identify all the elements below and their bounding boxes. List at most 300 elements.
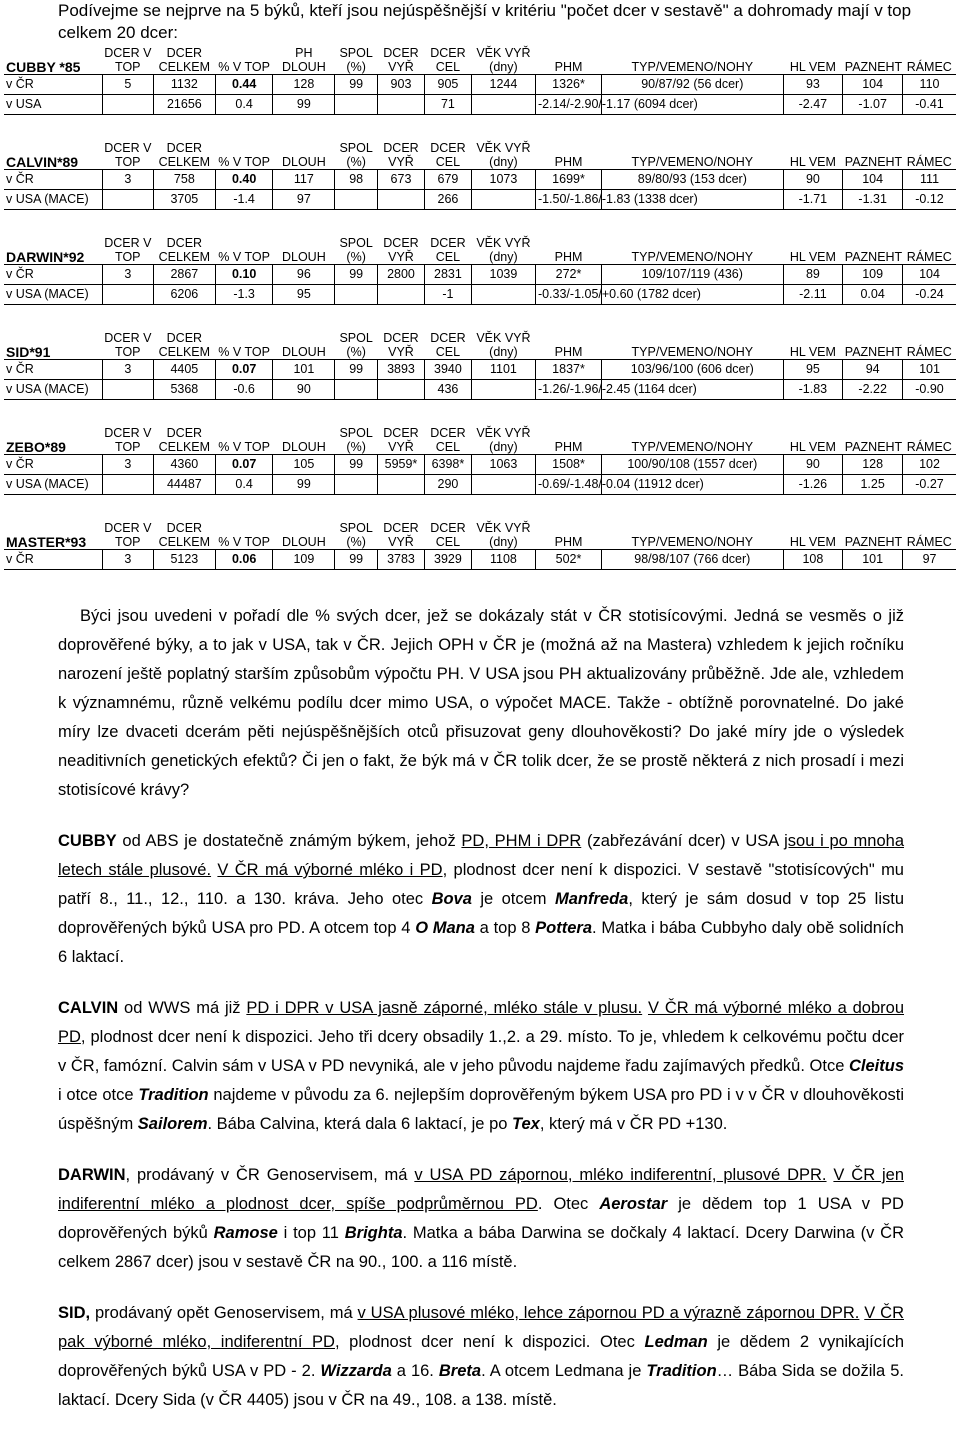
paragraph-cubby bbox=[58, 827, 904, 972]
table-cell: 97 bbox=[273, 190, 335, 210]
column-header: DCER CEL bbox=[430, 46, 466, 74]
table-cell: 502* bbox=[535, 550, 601, 570]
bull-table bbox=[4, 46, 956, 115]
text-span: je dědem 2 vynikajících doprověřených býků USA v PD - 2. bbox=[58, 1333, 904, 1380]
text-span: , který je sám dosud v top 25 listu doprověřených býků USA pro PD. A otcem top 4 bbox=[58, 890, 904, 937]
text-span: V ČR jen indiferentní mléko a plodnost dcer, spíše podprůměrnou PD bbox=[58, 1166, 904, 1213]
text-span: je otcem bbox=[471, 890, 555, 908]
bull-name-sid: SID, bbox=[58, 1304, 91, 1322]
text-span: v USA PD zápornou, mléko indiferentní, plusové DPR. bbox=[414, 1166, 827, 1184]
column-header: % V TOP bbox=[218, 535, 270, 549]
table-cell: 2867 bbox=[153, 265, 215, 285]
row-label: v USA (MACE) bbox=[4, 190, 102, 210]
column-header: PAZNEHT bbox=[844, 250, 903, 264]
column-header bbox=[273, 46, 335, 75]
table-cell: 71 bbox=[424, 95, 471, 115]
table-cell: 1063 bbox=[471, 455, 535, 475]
table-cell: 102 bbox=[903, 455, 956, 475]
table-cell: 109/107/119 (436) bbox=[602, 265, 783, 285]
bull-ref: Ramose bbox=[213, 1224, 278, 1242]
table-cell: 2800 bbox=[378, 265, 425, 285]
table-row bbox=[4, 475, 956, 495]
column-header: DCER CELKEM bbox=[158, 521, 211, 549]
table-cell: 673 bbox=[378, 170, 425, 190]
table-cell: 290 bbox=[424, 475, 471, 495]
pct-value: 0.07 bbox=[231, 362, 257, 376]
column-header: HL VEM bbox=[789, 250, 836, 264]
table-row bbox=[4, 285, 956, 305]
column-header: HL VEM bbox=[789, 60, 836, 74]
column-header: VĚK VYŘ (dny) bbox=[476, 331, 531, 359]
table-cell: 436 bbox=[424, 380, 471, 400]
column-header: SPOL (%) bbox=[339, 236, 373, 264]
column-header: HL VEM bbox=[789, 155, 836, 169]
column-header: RÁMEC bbox=[906, 535, 952, 549]
text-span: je dědem top 1 USA v PD doprověřených býků bbox=[58, 1195, 904, 1242]
table-row bbox=[4, 455, 956, 475]
table-cell: 101 bbox=[903, 360, 956, 380]
table-cell: -1.3 bbox=[215, 285, 273, 305]
table-cell: 100/90/108 (1557 dcer) bbox=[602, 455, 783, 475]
table-cell bbox=[102, 475, 153, 495]
column-header: DCER VYŘ bbox=[383, 521, 419, 549]
column-header: PHM bbox=[554, 250, 583, 264]
table-cell: 97 bbox=[903, 550, 956, 570]
table-cell bbox=[102, 285, 153, 305]
table-cell bbox=[102, 190, 153, 210]
table-cell bbox=[102, 95, 153, 115]
table-cell: 0.4 bbox=[215, 95, 273, 115]
table-cell: 3 bbox=[102, 360, 153, 380]
paragraph-darwin bbox=[58, 1161, 904, 1277]
column-header-prefix: PH bbox=[295, 46, 313, 60]
bull-name-calvin: CALVIN bbox=[58, 999, 119, 1017]
paragraph-summary: Býci jsou uvedeni v pořadí dle % svých dcer, jež se dokázaly stát v ČR stotisícovými. Jedná se vesměs o již doprověřené býky, a to jak v USA, tak v ČR. Jejich OPH v ČR je (možná až na Mastera) vzhledem k jejich ročníku narození ještě poplatný starším způsobům výpočtu PH. V USA jsou PH aktualizovány průběžně. Jde ale, vzhledem k významnému, různě velkému podílu dcer mimo USA, o výpočet MACE. Takže - obtížně porovnatelné. Do jaké míry lze dvaceti dcerám pěti nejúspěšnějších otců přisuzovat geny dlouhověkosti? Do jaké míry jde o výsledek neaditivních genetických efektů? Či jen o fakt, že býk má v ČR tolik dcer, že se prostě některá z nich prosadí i mezi stotisícové krávy? bbox=[58, 607, 904, 799]
column-header: DCER CELKEM bbox=[158, 141, 211, 169]
column-header: DCER CEL bbox=[430, 331, 466, 359]
bull-table bbox=[4, 426, 956, 495]
table-cell: 99 bbox=[335, 265, 378, 285]
table-cell: -1.83 bbox=[783, 380, 843, 400]
text-span: . Matka a bába Darwina se dočkaly 4 laktací. Dcery Darwina (v ČR celkem 2867 dcer) jsou v sestavě ČR na 90., 100. a 116 místě. bbox=[58, 1224, 904, 1271]
table-cell: 90/87/92 (56 dcer) bbox=[602, 75, 783, 95]
column-header: TYP/VEMENO/NOHY bbox=[631, 155, 754, 169]
column-header: DCER CEL bbox=[430, 426, 466, 454]
table-cell: 3 bbox=[102, 550, 153, 570]
text-span: , prodávaný v ČR Genoservisem, má bbox=[125, 1166, 415, 1184]
column-header: DCER V TOP bbox=[104, 521, 152, 549]
table-cell: -1.07 bbox=[843, 95, 903, 115]
column-header: DCER VYŘ bbox=[383, 426, 419, 454]
table-cell bbox=[471, 285, 535, 305]
column-header: TYP/VEMENO/NOHY bbox=[631, 60, 754, 74]
table-cell: 90 bbox=[273, 380, 335, 400]
bull-name: CALVIN*89 bbox=[6, 154, 79, 170]
table-cell: 44487 bbox=[153, 475, 215, 495]
column-header: % V TOP bbox=[218, 60, 270, 74]
bull-name-darwin: DARWIN bbox=[58, 1166, 126, 1184]
table-cell: -1.50/-1.86/-1.83 (1338 dcer) bbox=[535, 190, 601, 210]
table-cell: 272* bbox=[535, 265, 601, 285]
column-header: PHM bbox=[554, 155, 583, 169]
table-cell: 3705 bbox=[153, 190, 215, 210]
text-span: najdeme v původu za 6. nejlepším doprověřeným býkem USA pro PD i v v ČR v dlouhověkosti úspěšným bbox=[58, 1086, 904, 1133]
table-cell bbox=[215, 550, 273, 570]
table-cell: 1108 bbox=[471, 550, 535, 570]
text-span: plodnost dcer není k dispozici. Otec bbox=[339, 1333, 645, 1351]
text-span: od ABS je dostatečně známým býkem, jehož bbox=[116, 832, 462, 850]
column-header: DLOUH bbox=[281, 440, 326, 454]
bull-ref: Tex bbox=[512, 1115, 540, 1133]
table-cell: 905 bbox=[424, 75, 471, 95]
row-label: v USA bbox=[4, 95, 102, 115]
text-span: . A otcem Ledmana je bbox=[481, 1362, 647, 1380]
text-span: (zabřezávání dcer) v USA bbox=[581, 832, 785, 850]
table-cell bbox=[378, 190, 425, 210]
column-header: PAZNEHT bbox=[844, 155, 903, 169]
paragraph-calvin bbox=[58, 994, 904, 1139]
column-header: DCER V TOP bbox=[104, 331, 152, 359]
bull-ref: Tradition bbox=[646, 1362, 717, 1380]
table-cell: 104 bbox=[843, 170, 903, 190]
table-cell bbox=[215, 170, 273, 190]
row-label: v USA (MACE) bbox=[4, 475, 102, 495]
column-header: RÁMEC bbox=[906, 440, 952, 454]
table-cell: 99 bbox=[335, 75, 378, 95]
table-cell: -1.31 bbox=[843, 190, 903, 210]
table-cell: 89/80/93 (153 dcer) bbox=[602, 170, 783, 190]
table-cell bbox=[335, 285, 378, 305]
table-cell: 99 bbox=[335, 550, 378, 570]
table-cell: 1039 bbox=[471, 265, 535, 285]
table-cell: 103/96/100 (606 dcer) bbox=[602, 360, 783, 380]
bull-name: DARWIN*92 bbox=[6, 249, 85, 265]
bull-ref: Bova bbox=[431, 890, 472, 908]
table-row bbox=[4, 360, 956, 380]
table-cell bbox=[215, 75, 273, 95]
table-cell bbox=[215, 265, 273, 285]
table-cell: 117 bbox=[273, 170, 335, 190]
table-cell: 99 bbox=[273, 95, 335, 115]
table-cell: -1.26 bbox=[783, 475, 843, 495]
text-span: prodávaný opět Genoservisem, má bbox=[90, 1304, 358, 1322]
table-cell: -0.90 bbox=[903, 380, 956, 400]
commentary bbox=[58, 602, 904, 1437]
column-header: DCER V TOP bbox=[104, 426, 152, 454]
pct-value: 0.40 bbox=[231, 172, 257, 186]
bull-ref: Brighta bbox=[344, 1224, 403, 1242]
text-span: PD, PHM i DPR bbox=[461, 832, 582, 850]
intro-text: Podívejme se nejprve na 5 býků, kteří jsou nejúspěšnější v kritériu "počet dcer v sestavě" a dohromady mají v top celkem 20 dcer: bbox=[58, 1, 912, 42]
text-span: . Bába Calvina, která dala 6 laktací, je po bbox=[207, 1115, 513, 1133]
table-cell bbox=[378, 95, 425, 115]
table-cell: -0.6 bbox=[215, 380, 273, 400]
table-cell: 99 bbox=[335, 455, 378, 475]
table-cell: 1101 bbox=[471, 360, 535, 380]
table-cell: 95 bbox=[273, 285, 335, 305]
column-header: SPOL (%) bbox=[339, 521, 373, 549]
table-cell: 109 bbox=[843, 265, 903, 285]
table-cell: 1244 bbox=[471, 75, 535, 95]
column-header: RÁMEC bbox=[906, 250, 952, 264]
bull-table bbox=[4, 236, 956, 305]
pct-value: 0.44 bbox=[231, 77, 257, 91]
column-header: DCER V TOP bbox=[104, 236, 152, 264]
table-row bbox=[4, 170, 956, 190]
table-cell: 3783 bbox=[378, 550, 425, 570]
table-cell: 128 bbox=[843, 455, 903, 475]
table-cell: 98 bbox=[335, 170, 378, 190]
column-header: DCER V TOP bbox=[104, 141, 152, 169]
row-label: v ČR bbox=[4, 75, 102, 95]
column-header: DCER VYŘ bbox=[383, 331, 419, 359]
table-cell: 1132 bbox=[153, 75, 215, 95]
table-cell: -0.27 bbox=[903, 475, 956, 495]
table-cell: 89 bbox=[783, 265, 843, 285]
table-cell: 3929 bbox=[424, 550, 471, 570]
table-cell: 5123 bbox=[153, 550, 215, 570]
table-cell: 266 bbox=[424, 190, 471, 210]
table-row bbox=[4, 190, 956, 210]
bull-table bbox=[4, 331, 956, 400]
table-row bbox=[4, 75, 956, 95]
text-span: PD i DPR v USA jasně záporné, mléko stále v plusu. bbox=[246, 999, 643, 1017]
table-cell: 1699* bbox=[535, 170, 601, 190]
table-cell: -0.33/-1.05/+0.60 (1782 dcer) bbox=[535, 285, 601, 305]
table-cell: -1.26/-1.96/-2.45 (1164 dcer) bbox=[535, 380, 601, 400]
column-header: PHM bbox=[554, 60, 583, 74]
paragraph-sid bbox=[58, 1299, 904, 1415]
column-header: HL VEM bbox=[789, 535, 836, 549]
table-cell: 758 bbox=[153, 170, 215, 190]
column-header: PAZNEHT bbox=[844, 60, 903, 74]
bull-ref: Manfreda bbox=[555, 890, 629, 908]
column-header: PHM bbox=[554, 440, 583, 454]
column-header: TYP/VEMENO/NOHY bbox=[631, 345, 754, 359]
table-cell: 90 bbox=[783, 170, 843, 190]
table-cell: -1.71 bbox=[783, 190, 843, 210]
column-header: DCER CEL bbox=[430, 236, 466, 264]
table-cell: 96 bbox=[273, 265, 335, 285]
text-span: a top 8 bbox=[474, 919, 536, 937]
column-header: SPOL (%) bbox=[339, 426, 373, 454]
table-cell: -2.22 bbox=[843, 380, 903, 400]
table-cell: 0.04 bbox=[843, 285, 903, 305]
column-header: % V TOP bbox=[218, 250, 270, 264]
column-header: VĚK VYŘ (dny) bbox=[476, 46, 531, 74]
table-cell: 90 bbox=[783, 455, 843, 475]
table-cell: -1 bbox=[424, 285, 471, 305]
bull-table bbox=[4, 521, 956, 570]
text-span: i otce otce bbox=[58, 1086, 139, 1104]
table-cell: 6206 bbox=[153, 285, 215, 305]
column-header: VĚK VYŘ (dny) bbox=[476, 141, 531, 169]
table-cell: -2.14/-2.90/-1.17 (6094 dcer) bbox=[535, 95, 601, 115]
table-cell: 1.25 bbox=[843, 475, 903, 495]
table-cell bbox=[335, 475, 378, 495]
bull-ref: O Mana bbox=[415, 919, 475, 937]
table-cell: 4360 bbox=[153, 455, 215, 475]
text-span: , který má v ČR PD +130. bbox=[539, 1115, 728, 1133]
column-header: SPOL (%) bbox=[339, 141, 373, 169]
bull-name: ZEBO*89 bbox=[6, 439, 66, 455]
table-row bbox=[4, 95, 956, 115]
column-header: DLOUH bbox=[281, 535, 326, 549]
table-cell: -0.24 bbox=[903, 285, 956, 305]
table-cell: -2.47 bbox=[783, 95, 843, 115]
table-cell: 903 bbox=[378, 75, 425, 95]
text-span: . Matka i bába Cubbyho daly obě solidních 6 laktací. bbox=[58, 919, 904, 966]
table-cell: 104 bbox=[903, 265, 956, 285]
table-cell bbox=[378, 285, 425, 305]
column-header: PAZNEHT bbox=[844, 345, 903, 359]
text-span: , plodnost dcer není k dispozici. V sestavě "stotisícových" mu patří 8., 11., 12., 110. a 130. kráva. Jeho otec bbox=[58, 861, 904, 908]
row-label: v ČR bbox=[4, 265, 102, 285]
column-header: DCER CEL bbox=[430, 141, 466, 169]
column-header: DCER CELKEM bbox=[158, 236, 211, 264]
bull-name-cubby: CUBBY bbox=[58, 832, 117, 850]
text-span: i top 11 bbox=[277, 1224, 345, 1242]
text-span: … Bába Sida se dožila 5. laktací. Dcery Sida (v ČR 4405) jsou v ČR na 49., 108. a 138. místě. bbox=[58, 1362, 904, 1409]
table-cell bbox=[471, 475, 535, 495]
table-cell: 105 bbox=[273, 455, 335, 475]
column-header: PAZNEHT bbox=[844, 535, 903, 549]
column-header: DCER CELKEM bbox=[158, 426, 211, 454]
row-label: v ČR bbox=[4, 455, 102, 475]
text-span: v USA plusové mléko, lehce zápornou PD a výrazně zápornou DPR. bbox=[357, 1304, 860, 1322]
column-header: TYP/VEMENO/NOHY bbox=[631, 440, 754, 454]
pct-value: 0.07 bbox=[231, 457, 257, 471]
table-cell: 109 bbox=[273, 550, 335, 570]
text-span: a 16. bbox=[391, 1362, 439, 1380]
table-row bbox=[4, 550, 956, 570]
table-cell: -1.4 bbox=[215, 190, 273, 210]
table-cell: 2831 bbox=[424, 265, 471, 285]
column-header: DLOUH bbox=[281, 250, 326, 264]
table-cell bbox=[471, 190, 535, 210]
table-cell: -2.11 bbox=[783, 285, 843, 305]
table-cell: 111 bbox=[903, 170, 956, 190]
bull-ref: Sailorem bbox=[137, 1115, 208, 1133]
column-header: DLOUH bbox=[281, 155, 326, 169]
column-header: HL VEM bbox=[789, 345, 836, 359]
table-cell: 3 bbox=[102, 265, 153, 285]
column-header: % V TOP bbox=[218, 440, 270, 454]
row-label: v USA (MACE) bbox=[4, 380, 102, 400]
column-header: VĚK VYŘ (dny) bbox=[476, 426, 531, 454]
column-header: RÁMEC bbox=[906, 60, 952, 74]
column-header: DLOUH bbox=[281, 345, 326, 359]
text-span: od WWS má již bbox=[118, 999, 247, 1017]
text-span: V ČR pak výborné mléko, indiferentní PD, bbox=[58, 1304, 904, 1351]
text-span: jsou i po mnoha letech stále plusové. bbox=[58, 832, 905, 879]
bull-ref: Tradition bbox=[138, 1086, 209, 1104]
table-cell bbox=[471, 380, 535, 400]
column-header: % V TOP bbox=[218, 345, 270, 359]
column-header: VĚK VYŘ (dny) bbox=[476, 521, 531, 549]
column-header: PHM bbox=[554, 345, 583, 359]
table-cell: 94 bbox=[843, 360, 903, 380]
table-cell: -0.69/-1.48/-0.04 (11912 dcer) bbox=[535, 475, 601, 495]
bull-table bbox=[4, 141, 956, 210]
table-cell: 108 bbox=[783, 550, 843, 570]
table-cell: 5 bbox=[102, 75, 153, 95]
column-header: DCER V TOP bbox=[104, 46, 152, 74]
table-cell: 99 bbox=[335, 360, 378, 380]
table-cell: 3940 bbox=[424, 360, 471, 380]
column-header: SPOL (%) bbox=[339, 46, 373, 74]
table-cell: 93 bbox=[783, 75, 843, 95]
column-header: RÁMEC bbox=[906, 345, 952, 359]
column-header: DCER CELKEM bbox=[158, 46, 211, 74]
table-cell: 5368 bbox=[153, 380, 215, 400]
table-cell: 95 bbox=[783, 360, 843, 380]
table-cell: 3893 bbox=[378, 360, 425, 380]
column-header: % V TOP bbox=[218, 155, 270, 169]
column-header-label: DLOUH bbox=[281, 60, 326, 74]
column-header: DCER VYŘ bbox=[383, 236, 419, 264]
column-header: PAZNEHT bbox=[844, 440, 903, 454]
table-row bbox=[4, 265, 956, 285]
table-cell bbox=[215, 360, 273, 380]
table-cell: 101 bbox=[273, 360, 335, 380]
column-header: RÁMEC bbox=[906, 155, 952, 169]
pct-value: 0.10 bbox=[231, 267, 257, 281]
row-label: v USA (MACE) bbox=[4, 285, 102, 305]
table-cell bbox=[471, 95, 535, 115]
table-cell: 128 bbox=[273, 75, 335, 95]
column-header: HL VEM bbox=[789, 440, 836, 454]
table-cell: 1073 bbox=[471, 170, 535, 190]
table-row bbox=[4, 380, 956, 400]
table-cell: 0.4 bbox=[215, 475, 273, 495]
bull-ref: Cleitus bbox=[848, 1057, 904, 1075]
table-cell: 3 bbox=[102, 455, 153, 475]
table-cell: 98/98/107 (766 dcer) bbox=[602, 550, 783, 570]
table-cell: 101 bbox=[843, 550, 903, 570]
table-cell: -0.41 bbox=[903, 95, 956, 115]
table-cell: 1837* bbox=[535, 360, 601, 380]
table-cell: 679 bbox=[424, 170, 471, 190]
table-cell bbox=[378, 475, 425, 495]
column-header: PHM bbox=[554, 535, 583, 549]
table-cell bbox=[335, 380, 378, 400]
table-cell bbox=[215, 455, 273, 475]
bull-ref: Wizzarda bbox=[320, 1362, 392, 1380]
bull-ref: Breta bbox=[438, 1362, 482, 1380]
table-cell: 99 bbox=[273, 475, 335, 495]
text-span: V ČR má výborné mléko i PD bbox=[217, 861, 443, 879]
table-cell: 21656 bbox=[153, 95, 215, 115]
column-header: DCER CELKEM bbox=[158, 331, 211, 359]
pct-value: 0.06 bbox=[231, 552, 257, 566]
table-cell: 6398* bbox=[424, 455, 471, 475]
text-span: . Otec bbox=[537, 1195, 600, 1213]
row-label: v ČR bbox=[4, 170, 102, 190]
table-cell: 3 bbox=[102, 170, 153, 190]
column-header: TYP/VEMENO/NOHY bbox=[631, 250, 754, 264]
text-span: V ČR má výborné mléko a dobrou PD bbox=[58, 999, 905, 1046]
column-header: SPOL (%) bbox=[339, 331, 373, 359]
bull-name: MASTER*93 bbox=[6, 534, 87, 550]
table-cell: 5959* bbox=[378, 455, 425, 475]
table-cell: -0.12 bbox=[903, 190, 956, 210]
table-cell: 1508* bbox=[535, 455, 601, 475]
column-header: VĚK VYŘ (dny) bbox=[476, 236, 531, 264]
table-cell: 1326* bbox=[535, 75, 601, 95]
bull-name: CUBBY *85 bbox=[6, 59, 81, 75]
bull-ref: Pottera bbox=[535, 919, 593, 937]
